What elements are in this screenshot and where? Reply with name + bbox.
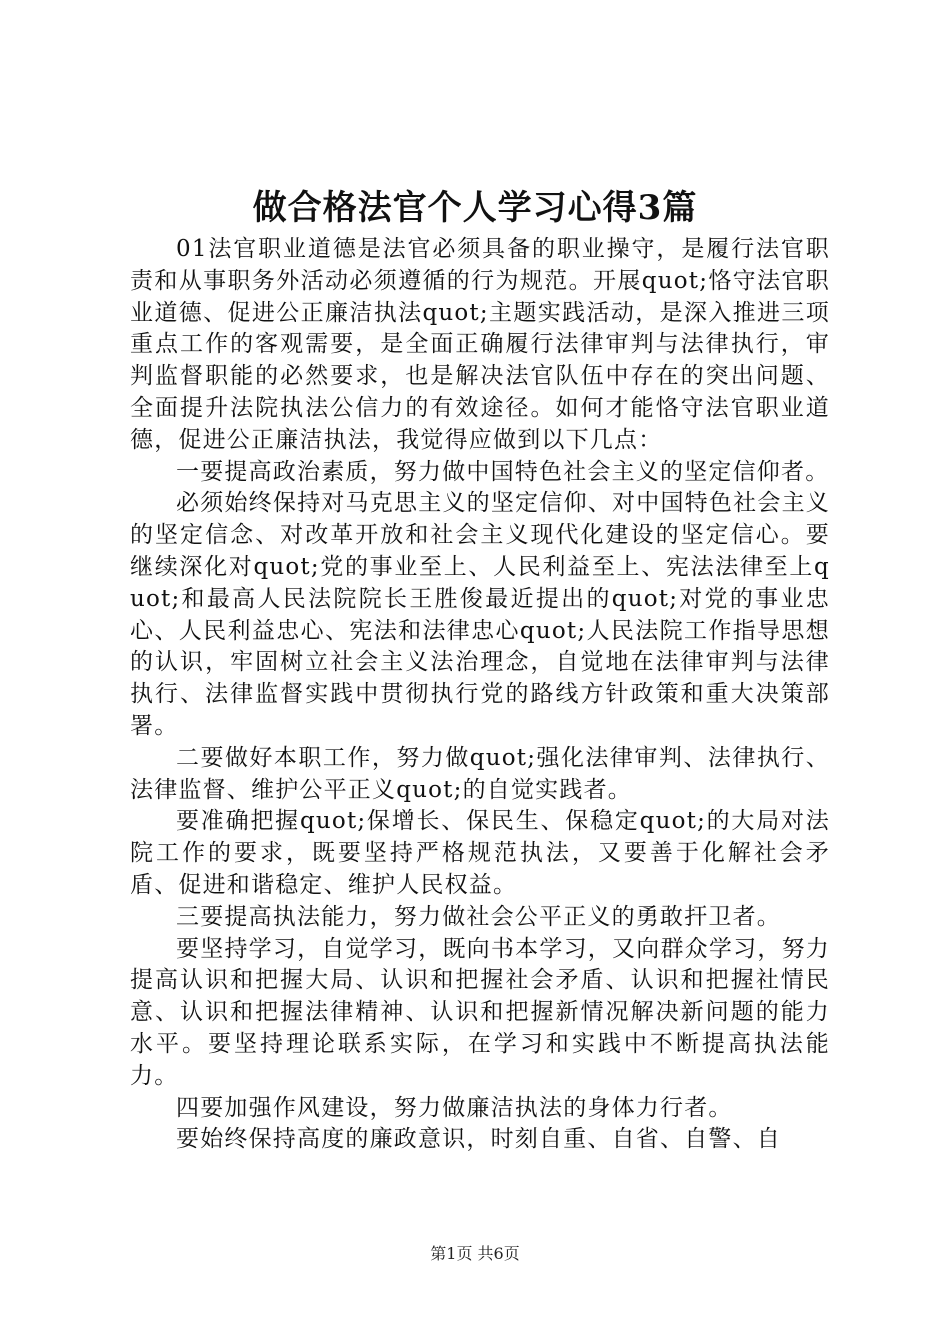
page-number-footer: 第1页 共6页	[430, 1244, 520, 1263]
paragraph: 01法官职业道德是法官必须具备的职业操守，是履行法官职责和从事职务外活动必须遵循的行为规范。开展quot;恪守法官职业道德、促进公正廉洁执法quot;主题实践活动，是深入推进三项重点工作的客观需要，是全面正确履行法律审判与法律执行，审判监督职能的必然要求，也是解决法官队伍中存在的突出问题、全面提升法院执法公信力的有效途径。如何才能恪守法官职业道德，促进公正廉洁执法，我觉得应做到以下几点：	[130, 236, 830, 453]
document-title: 做合格法官个人学习心得3篇	[252, 188, 698, 228]
paragraph: 要坚持学习，自觉学习，既向书本学习，又向群众学习，努力提高认识和把握大局、认识和把握社会矛盾、认识和把握社情民意、认识和把握法律精神、认识和把握新情况解决新问题的能力水平。要坚持理论联系实际，在学习和实践中不断提高执法能力。	[130, 935, 830, 1089]
paragraph: 一要提高政治素质，努力做中国特色社会主义的坚定信仰者。	[176, 458, 830, 485]
paragraph: 三要提高执法能力，努力做社会公平正义的勇敢扞卫者。	[176, 903, 781, 930]
paragraph: 要始终保持高度的廉政意识，时刻自重、自省、自警、自	[176, 1126, 781, 1153]
paragraph: 必须始终保持对马克思主义的坚定信仰、对中国特色社会主义的坚定信念、对改革开放和社会主义现代化建设的坚定信心。要继续深化对quot;党的事业至上、人民利益至上、宪法法律至上quot;和最高人民法院院长王胜俊最近提出的quot;对党的事业忠心、人民利益忠心、宪法和法律忠心quot;人民法院工作指导思想的认识，牢固树立社会主义法治理念，自觉地在法律审判与法律执行、法律监督实践中贯彻执行党的路线方针政策和重大决策部署。	[130, 490, 830, 739]
paragraph: 要准确把握quot;保增长、保民生、保稳定quot;的大局对法院工作的要求，既要坚持严格规范执法，又要善于化解社会矛盾、促进和谐稳定、维护人民权益。	[130, 808, 830, 898]
document-body	[130, 234, 830, 1156]
paragraph: 二要做好本职工作，努力做quot;强化法律审判、法律执行、法律监督、维护公平正义quot;的自觉实践者。	[130, 744, 830, 803]
paragraph: 四要加强作风建设，努力做廉洁执法的身体力行者。	[176, 1094, 733, 1121]
